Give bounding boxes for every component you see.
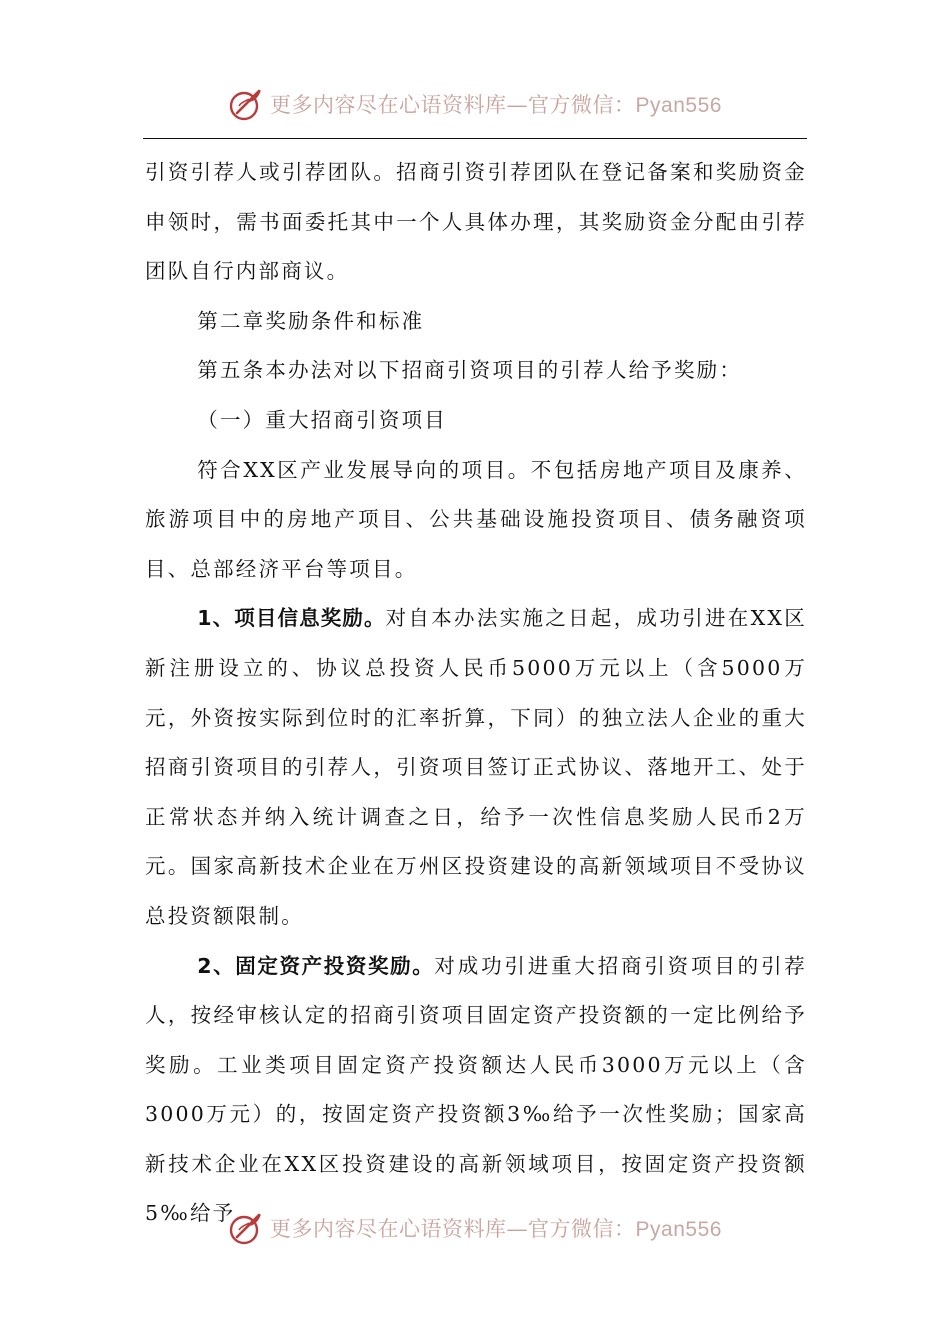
article-5: 第五条本办法对以下招商引资项目的引荐人给予奖励： <box>197 358 743 383</box>
quill-logo-icon <box>228 1210 264 1246</box>
chapter-title: 第二章奖励条件和标准 <box>197 308 425 333</box>
header-banner <box>0 84 950 124</box>
header-banner-text <box>270 89 722 119</box>
document-body <box>145 148 807 1239</box>
header-wechat-id: Pyan556 <box>635 94 722 117</box>
paragraph-referral-team: 引资引荐人或引荐团队。招商引资引荐团队在登记备案和奖励资金申领时，需书面委托其中一个人具体办理，其奖励资金分配由引荐团队自行内部商议。 <box>145 160 807 284</box>
item-2-text: 对成功引进重大招商引资项目的引荐人，按经审核认定的招商引资项目固定资产投资额的一定比例给予奖励。工业类项目固定资产投资额达人民币3000万元以上（含3000万元）的，按固定资产投资额3‰给予一次性奖励；国家高新技术企业在XX区投资建设的高新领域项目，按固定资产投资额5‰给予 <box>145 953 808 1226</box>
item-1-text: 对自本办法实施之日起，成功引进在XX区新注册设立的、协议总投资人民币5000万元以上（含5000万元，外资按实际到位时的汇率折算，下同）的独立法人企业的重大招商引资项目的引荐人，引资项目签订正式协议、落地开工、处于正常状态并纳入统计调查之日，给予一次性信息奖励人民币2万元。国家高新技术企业在万州区投资建设的高新领域项目不受协议总投资额限制。 <box>145 606 807 928</box>
section-1-heading: （一）重大招商引资项目 <box>197 407 447 432</box>
footer-banner-text <box>270 1213 722 1243</box>
item-1-paragraph <box>145 594 807 941</box>
item-1-title: 1、项目信息奖励。 <box>197 606 386 631</box>
footer-wechat-id: Pyan556 <box>635 1218 722 1241</box>
header-divider <box>143 138 807 139</box>
item-2-title: 2、固定资产投资奖励。 <box>197 953 435 978</box>
section-1-description: 符合XX区产业发展导向的项目。不包括房地产项目及康养、旅游项目中的房地产项目、公共基础设施投资项目、债务融资项目、总部经济平台等项目。 <box>145 457 807 581</box>
quill-logo-icon <box>228 86 264 122</box>
header-banner-label: 更多内容尽在心语资料库—官方微信： <box>270 93 636 117</box>
item-2-paragraph <box>145 942 807 1240</box>
footer-banner-label: 更多内容尽在心语资料库—官方微信： <box>270 1217 636 1241</box>
footer-banner <box>0 1208 950 1248</box>
